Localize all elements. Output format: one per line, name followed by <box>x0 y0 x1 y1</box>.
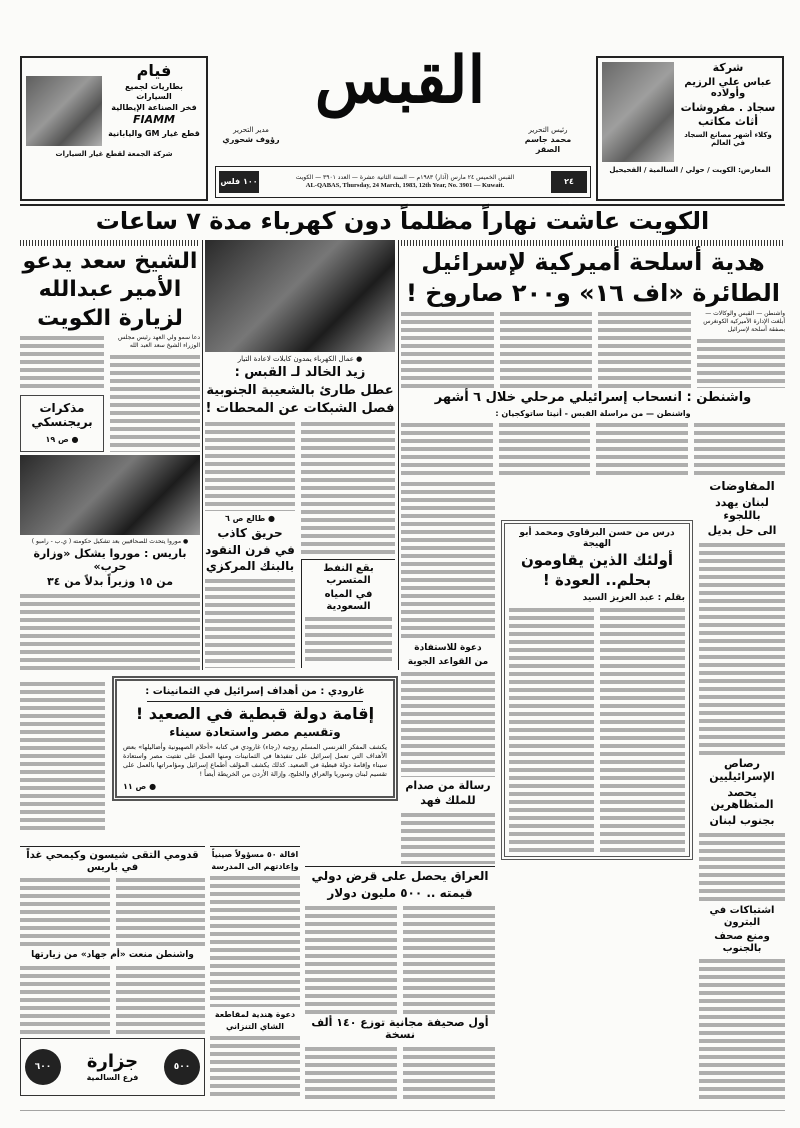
oil-box <box>301 559 395 668</box>
body-text <box>509 606 594 853</box>
banner-headline: الكويت عاشت نهاراً مظلماً دون كهرباء مدة ٧ ساعات <box>95 207 710 235</box>
headline: قدومي التقى شيسون وكيمحي غداً في باريس <box>26 850 199 873</box>
column-body <box>509 606 685 853</box>
byline: واشنطن — من مراسلة القبس - أنيتا ساتوكجيان : <box>495 409 691 419</box>
body-text <box>401 421 493 477</box>
headline: دعوة هندية لمقاطعة <box>214 1009 296 1019</box>
ad-text <box>87 1052 139 1083</box>
kaddoumi-body <box>20 876 205 947</box>
column-headline-2: بحلم.. العودة ! <box>542 571 652 590</box>
ad-line: أثاث مكاتب <box>697 115 759 129</box>
body-text <box>596 421 688 477</box>
headline: قيمته .. ٥٠٠ مليون دولار <box>327 885 473 900</box>
column-rule <box>398 240 399 670</box>
body-text <box>110 353 200 452</box>
ad-showrooms: المعارض: الكويت / حولي / السالمية / الفحيحيل <box>609 166 771 174</box>
iraq-area <box>305 866 495 1100</box>
headline: من القواعد الجوية <box>407 656 489 667</box>
body-text <box>401 811 495 864</box>
photo-caption: ● موروا يتحدث للصحافيين بعد تشكيل حكومته ( ي.ب - رامبو ) <box>20 538 200 545</box>
headline: الشيخ سعد يدعو <box>22 249 198 274</box>
battery-image <box>26 76 102 146</box>
headline: لبنان يهدد باللجوء <box>715 496 769 522</box>
power-workers-photo <box>205 240 395 352</box>
divider <box>20 240 200 246</box>
main-headline: هدية أسلحة أميركية لإسرائيل <box>421 248 765 276</box>
ad-branch: فرع السالمية <box>86 1073 139 1083</box>
divider <box>147 701 363 702</box>
middle-region <box>205 240 395 668</box>
headline: بجنوب لبنان <box>709 813 775 827</box>
headline: في فرن النقود <box>205 542 295 557</box>
headline: إقامة دولة قبطية في الصعيد ! <box>135 703 375 723</box>
ad-origin: فخر الصناعة الإيطالية <box>111 102 197 112</box>
body-text <box>116 964 206 1035</box>
ad-text-column <box>106 62 202 146</box>
headline: باريس : موروا يشكل «وزارة حرب» <box>33 547 187 573</box>
masthead-logo: القبس <box>314 43 486 118</box>
arms-body <box>401 310 785 388</box>
price: ١٠٠ فلس <box>219 171 259 193</box>
body-text <box>305 615 392 665</box>
ad-company: شركة الجمعة لقطع غيار السيارات <box>55 150 173 158</box>
headline: ومنع صحف بالجنوب <box>714 931 770 954</box>
body-text <box>499 421 591 477</box>
date-arabic: القبس الخميس ٢٤ مارس (آذار) ١٩٨٣م — السنة الثانية عشرة — العدد ٣٩٠١ — الكويت <box>295 174 515 181</box>
body-text <box>401 480 495 640</box>
body-text <box>210 1034 300 1100</box>
garaudy-box <box>112 676 398 801</box>
date-bar <box>215 166 591 198</box>
headline: أول صحيفة مجانية توزع ١٤٠ ألف نسخة <box>311 1015 489 1042</box>
headline: الأمير عبدالله <box>38 277 182 303</box>
body-text <box>20 592 200 670</box>
withdrawal-body <box>401 421 785 477</box>
headline: حريق كاذب <box>217 525 283 540</box>
body-text <box>116 876 206 947</box>
divider <box>305 866 495 867</box>
ad-parts: قطع غيار GM واليابانية <box>108 128 200 138</box>
headline: من ١٥ وزيراً بدلاً من ٣٤ <box>46 575 174 589</box>
body-text <box>20 876 110 947</box>
headline: يحصد المتظاهرين <box>710 785 774 812</box>
bottom-left-region <box>20 846 205 1096</box>
ad-company-label: شركة <box>712 61 744 74</box>
story-kicker: زيد الخالد لـ القبس : <box>234 365 366 381</box>
page-ref: ● ص ١٩ <box>23 435 101 445</box>
ad-brand: جزارة <box>86 1050 139 1072</box>
ad-company-name: عباس علي الرزيم وأولاده <box>684 76 772 100</box>
mauroy-photo <box>20 455 200 535</box>
editor-block <box>512 126 584 155</box>
body-text <box>600 606 685 853</box>
ad-batteries <box>20 56 208 201</box>
body-text <box>401 670 495 777</box>
editor-name: محمد جاسم الصقر <box>524 135 572 154</box>
ad-brand: فيام <box>136 61 172 80</box>
story-body: يكشف المفكر الفرنسي المسلم روجيه (رجاء) غارودي في كتابه «أحلام الصهيونية وأضاليلها» بعض الأهداف التي تعمل إسرائيل على تنفيذها في الثمانينات ومنها العمل على تفتيت مصر واستعادة سيناء وإقامة دولة قبطية في الصعيد. كذلك يكشف المؤلف أطماع إسرائيل ومؤامراتها بالعمل على تقسيم لبنان وسوريا والعراق والخليج، وإزالة الأردن من الخريطة أيضاً ! <box>123 742 387 778</box>
column-kicker: درس من حسن البرقاوي ومحمد أبو الهيجة <box>519 528 675 549</box>
body-text <box>699 957 785 1100</box>
price-badge: ٦٠٠ <box>25 1049 61 1085</box>
managing-editor-block <box>216 126 286 145</box>
date-english: AL-QABAS, Thursday, 24 March, 1983, 12th Year, No. 3901 — Kuwait. <box>305 182 505 190</box>
divider <box>20 846 205 847</box>
divider <box>20 204 785 206</box>
ad-line: وكلاء أشهر مصانع السجاد في العالم <box>684 130 772 147</box>
divider <box>20 1110 785 1111</box>
china-tea-column <box>210 846 300 1100</box>
body-text <box>401 310 494 388</box>
opinion-box <box>501 520 693 860</box>
managing-editor-label: مدير التحرير <box>233 126 269 134</box>
column-byline: بقلم : عبد العزيز السيد <box>582 592 685 603</box>
zaid-body <box>205 420 395 668</box>
divider <box>401 240 785 246</box>
body-text <box>500 310 593 388</box>
subheadline: واشنطن : انسحاب إسرائيلي مرحلي خلال ٦ أشهر <box>434 390 752 406</box>
headline: لزيارة الكويت <box>37 305 183 331</box>
body-text <box>699 831 785 902</box>
headline: عطل طارئ بالشعيبة الجنوبية <box>206 383 394 399</box>
body-text <box>205 577 295 668</box>
body-text <box>699 541 785 755</box>
body-text <box>20 964 110 1035</box>
body-text <box>305 1045 397 1100</box>
page-count: ٢٤ <box>551 171 587 193</box>
left-inner-column <box>401 480 495 864</box>
ad-line: سجاد . مفروشات <box>680 100 776 114</box>
text-column <box>20 334 104 452</box>
photo-caption: ● عمال الكهرباء يمدون كابلات لاعادة التيار <box>205 355 395 363</box>
headline: بقع النفط المتسرب <box>323 563 374 586</box>
continued-ref: ● طالع ص ٦ <box>205 514 295 524</box>
managing-editor-name: رؤوف شحوري <box>222 135 280 145</box>
text-column <box>110 334 200 452</box>
headline: الشاي التنزاني <box>225 1021 285 1031</box>
headline: بالبنك المركزي <box>205 559 295 574</box>
divider <box>210 846 300 847</box>
body-text <box>205 420 295 511</box>
saad-body <box>20 334 200 452</box>
body-text <box>20 680 105 830</box>
headline: اقالة ٥٠ مسؤولاً صينياً <box>211 850 299 859</box>
free-paper-body <box>305 1045 495 1100</box>
ad-text-column <box>678 62 778 162</box>
brzezinski-box[interactable] <box>20 395 104 452</box>
body-text <box>210 874 300 1006</box>
right-column <box>699 480 785 1100</box>
headline: رسالة من صدام <box>405 778 491 792</box>
body-text <box>694 421 786 477</box>
body-text <box>20 334 104 392</box>
carpet-image <box>602 62 674 162</box>
fiamm-logo: FIAMM <box>132 112 175 126</box>
text-column <box>205 420 295 668</box>
headline: رصاص الإسرائيليين <box>709 757 775 784</box>
headline: العراق يحصل على قرض دولي <box>311 869 489 883</box>
headline: وإعادتهم الى المدرسة <box>211 862 299 872</box>
price-badge: ٥٠٠ <box>164 1049 200 1085</box>
headline: اشتباكات في البترون <box>709 905 775 928</box>
headline: في المياه السعودية <box>324 589 373 612</box>
ad-tagline: بطاريات لجميع السيارات <box>124 82 184 101</box>
body-text <box>598 310 691 388</box>
headline: واشنطن منعت «أم جهاد» من زيارتها <box>31 950 194 961</box>
headline: دعوة للاستفادة <box>414 643 482 654</box>
abu-jihad-body <box>20 964 205 1035</box>
body-text <box>697 337 785 388</box>
section-kicker: المفاوضات <box>709 479 775 494</box>
body-text <box>305 904 397 1014</box>
body-text <box>301 420 395 556</box>
story-kicker: غارودي : من أهداف إسرائيل في الثمانينات : <box>145 686 365 697</box>
body-text <box>403 904 495 1014</box>
ad-carpets <box>596 56 784 201</box>
headline: الى حل بديل <box>707 524 777 538</box>
left-region <box>20 240 200 670</box>
iraq-body <box>305 904 495 1014</box>
main-headline-2: الطائرة «اف ١٦» و٢٠٠ صاروخ ! <box>406 278 780 307</box>
text-column <box>301 420 395 668</box>
body-text <box>403 1045 495 1100</box>
date-text <box>263 174 547 190</box>
story-lead: دعا سمو ولي العهد رئيس مجلس الوزراء الشيخ سعد العبد الله <box>118 333 200 349</box>
column-headline: أولئك الذين يقاومون <box>520 551 674 569</box>
story-lead: واشنطن — القبس والوكالات — أبلغت الإدارة الأميركية الكونغرس بصفقة أسلحة لإسرائيل <box>703 310 785 334</box>
editor-label: رئيس التحرير <box>528 126 568 134</box>
feature-title: مذكرات بريجنسكي <box>31 400 93 429</box>
text-column <box>697 310 785 388</box>
page-ref: ● ص ١١ <box>123 782 387 791</box>
column-rule <box>202 240 203 670</box>
ad-butcher <box>20 1038 205 1096</box>
headline: وتقسيم مصر واستعادة سيناء <box>169 724 341 739</box>
headline: فصل الشبكات عن المحطات ! <box>205 401 395 417</box>
headline: للملك فهد <box>420 794 476 808</box>
